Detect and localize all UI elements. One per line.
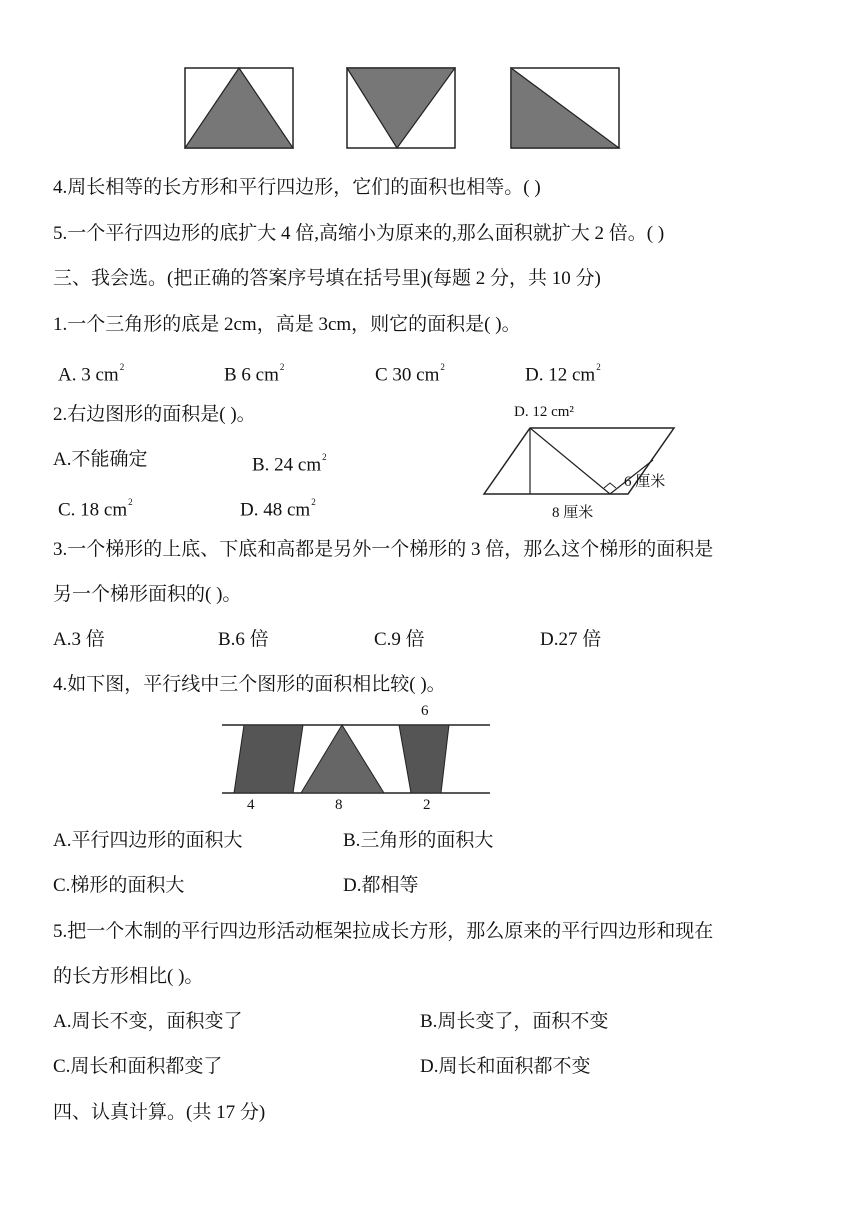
- q4-figure: [218, 703, 493, 818]
- q4-triangle: [301, 725, 384, 793]
- q4-label-top: 6: [421, 703, 429, 719]
- q1-text: 1.一个三角形的底是 2cm，高是 3cm，则它的面积是( )。: [53, 314, 521, 335]
- q5-option-d: D.周长和面积都不变: [420, 1056, 591, 1077]
- q3-text-line2: 另一个梯形面积的( )。: [53, 584, 242, 605]
- top-triangle-figures: [175, 58, 635, 160]
- section4-heading: 四、认真计算。(共 17 分): [53, 1102, 266, 1123]
- q3-option-a: A.3 倍: [53, 629, 105, 650]
- q2-option-a: A.不能确定: [53, 449, 148, 470]
- judge-q5: 5.一个平行四边形的底扩大 4 倍,高缩小为原来的,那么面积就扩大 2 倍。( ): [53, 223, 665, 244]
- q4-option-c: C.梯形的面积大: [53, 875, 185, 896]
- q4-option-b: B.三角形的面积大: [343, 830, 494, 851]
- q4-label-para: 4: [247, 797, 255, 813]
- q2-label-side: 6 厘米: [624, 474, 666, 490]
- judge-q4: 4.周长相等的长方形和平行四边形，它们的面积也相等。( ): [53, 177, 541, 198]
- q5-option-c: C.周长和面积都变了: [53, 1056, 223, 1077]
- q3-option-d: D.27 倍: [540, 629, 602, 650]
- q4-trapezoid: [399, 725, 449, 793]
- q2-option-b: B. 24 $cm^2$: [252, 452, 327, 476]
- q1-option-b: B 6 $cm^2$: [224, 362, 285, 386]
- q2-label-base: 8 厘米: [552, 505, 594, 521]
- section3-heading: 三、我会选。(把正确的答案序号填在括号里)(每题 2 分，共 10 分): [53, 268, 601, 289]
- q4-label-trap: 2: [423, 797, 431, 813]
- q5-option-a: A.周长不变，面积变了: [53, 1011, 243, 1032]
- q5-option-b: B.周长变了，面积不变: [420, 1011, 609, 1032]
- q5-text-line2: 的长方形相比( )。: [53, 966, 204, 987]
- q1-option-a: A. 3 $cm^2$: [58, 362, 125, 386]
- q2-text: 2.右边图形的面积是( )。: [53, 404, 256, 425]
- q2-option-d: D. 48 $cm^2$: [240, 497, 316, 521]
- q2-figure-caption: D. 12 cm²: [514, 404, 574, 420]
- q2-figure: [478, 398, 698, 523]
- q3-option-c: C.9 倍: [374, 629, 425, 650]
- q1-option-d: D. 12 $cm^2$: [525, 362, 601, 386]
- q5-text-line1: 5.把一个木制的平行四边形活动框架拉成长方形，那么原来的平行四边形和现在: [53, 921, 714, 942]
- q4-option-d: D.都相等: [343, 875, 419, 896]
- q3-option-b: B.6 倍: [218, 629, 269, 650]
- rect-figure-3: [511, 68, 619, 148]
- rect-figure-1: [185, 68, 293, 148]
- q1-option-c: C 30 $cm^2$: [375, 362, 445, 386]
- q4-label-tri: 8: [335, 797, 343, 813]
- q3-text-line1: 3.一个梯形的上底、下底和高都是另外一个梯形的 3 倍，那么这个梯形的面积是: [53, 539, 714, 560]
- q2-option-c: C. 18 $cm^2$: [58, 497, 133, 521]
- q4-option-a: A.平行四边形的面积大: [53, 830, 243, 851]
- q4-text: 4.如下图，平行线中三个图形的面积相比较( )。: [53, 674, 446, 695]
- rect-figure-2: [347, 68, 455, 148]
- q4-parallelogram: [234, 725, 303, 793]
